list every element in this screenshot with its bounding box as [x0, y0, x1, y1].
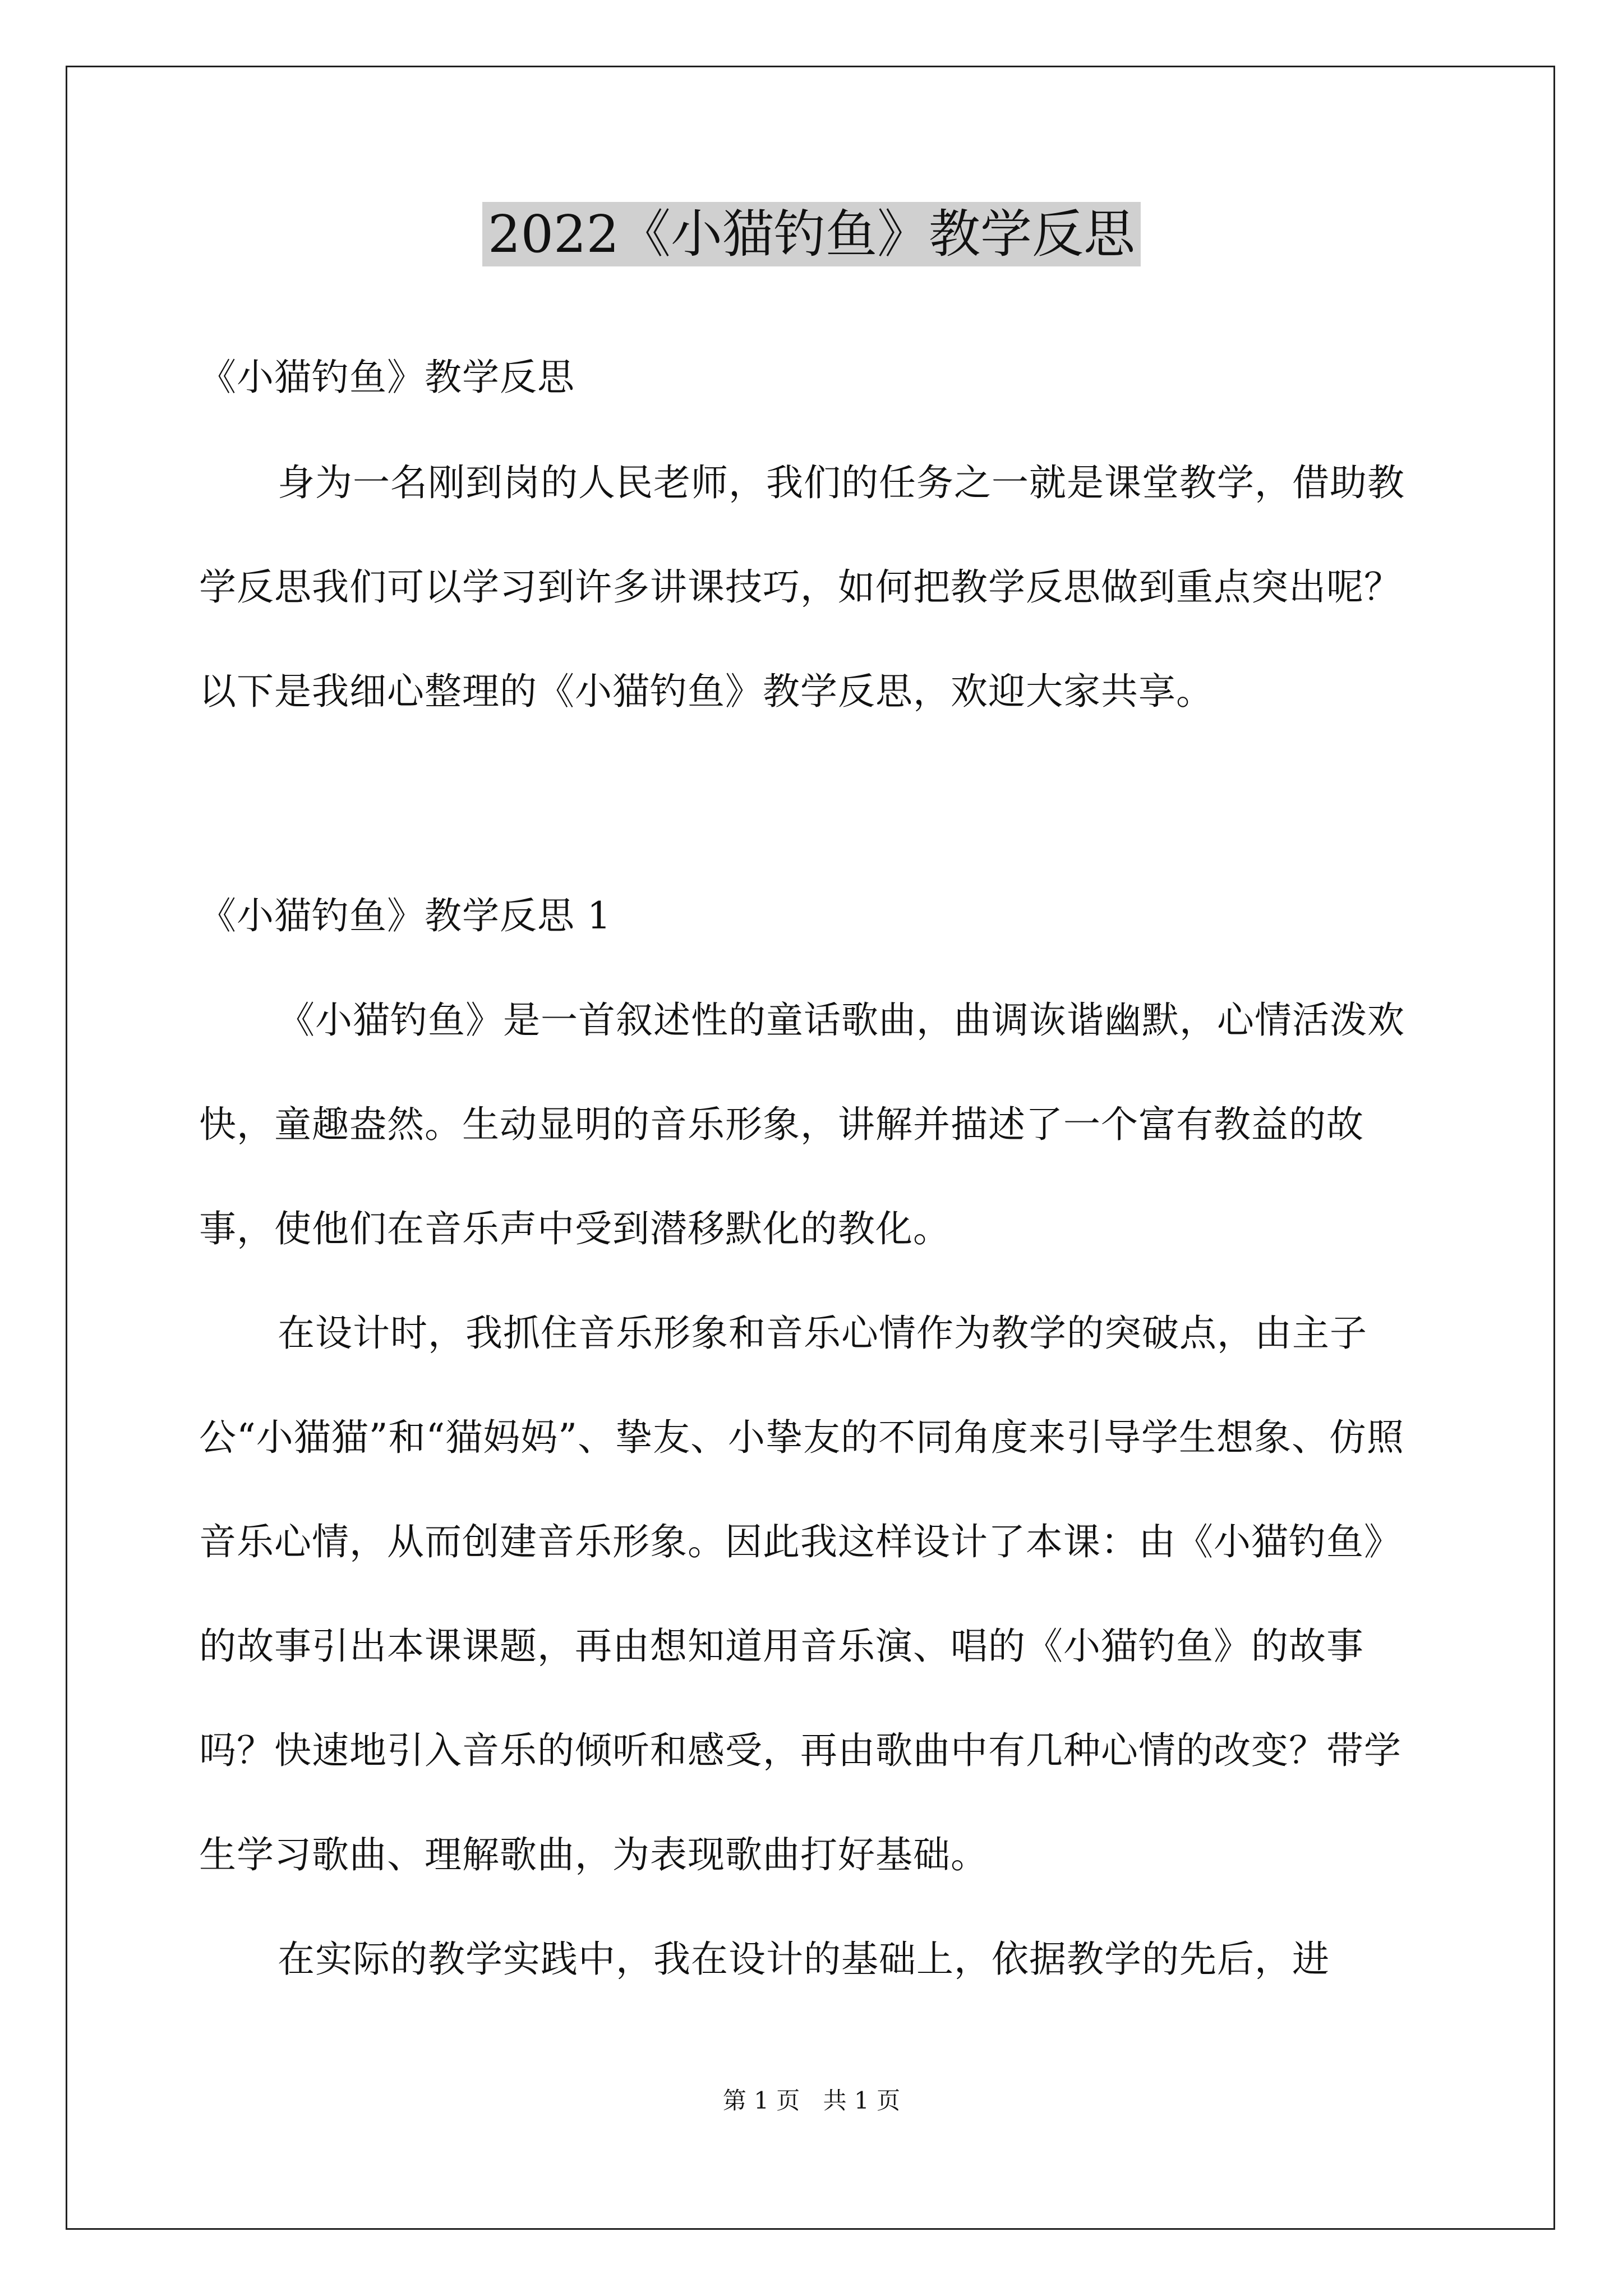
section1-heading: 《小猫钓鱼》教学反思 1	[199, 894, 611, 937]
page-number: 第 1 页	[722, 2087, 800, 2114]
document-subtitle: 《小猫钓鱼》教学反思	[199, 356, 575, 399]
page-footer	[0, 2084, 1623, 2118]
body-paragraph-1: 《小猫钓鱼》是一首叙述性的童话歌曲，曲调诙谐幽默，心情活泼欢快，童趣盎然。生动显明的音乐形象，讲解并描述了一个富有教益的故事，使他们在音乐声中受到潜移默化的教化。	[199, 999, 1405, 1250]
document-title	[0, 201, 1623, 268]
document-title-text: 2022《小猫钓鱼》教学反思	[482, 202, 1141, 266]
body-paragraph-3: 在实际的教学实践中，我在设计的基础上，依据教学的先后，进	[278, 1938, 1330, 1981]
intro-block	[199, 431, 1424, 744]
intro-paragraph: 身为一名刚到岗的人民老师，我们的任务之一就是课堂教学，借助教学反思我们可以学习到许多讲课技巧，如何把教学反思做到重点突出呢？以下是我细心整理的《小猫钓鱼》教学反思，欢迎大家共享。	[199, 461, 1405, 713]
section1-block	[199, 864, 1424, 2012]
body-paragraph-2: 在设计时，我抓住音乐形象和音乐心情作为教学的突破点，由主子公“小猫猫”和“猫妈妈”、挚友、小挚友的不同角度来引导学生想象、仿照音乐心情，从而创建音乐形象。因此我这样设计了本课：由《小猫钓鱼》的故事引出本课课题，再由想知道用音乐演、唱的《小猫钓鱼》的故事吗？快速地引入音乐的倾听和感受，再由歌曲中有几种心情的改变？带学生学习歌曲、理解歌曲，为表现歌曲打好基础。	[199, 1312, 1404, 1876]
subtitle-block	[199, 325, 1424, 430]
page-total: 共 1 页	[823, 2087, 901, 2114]
